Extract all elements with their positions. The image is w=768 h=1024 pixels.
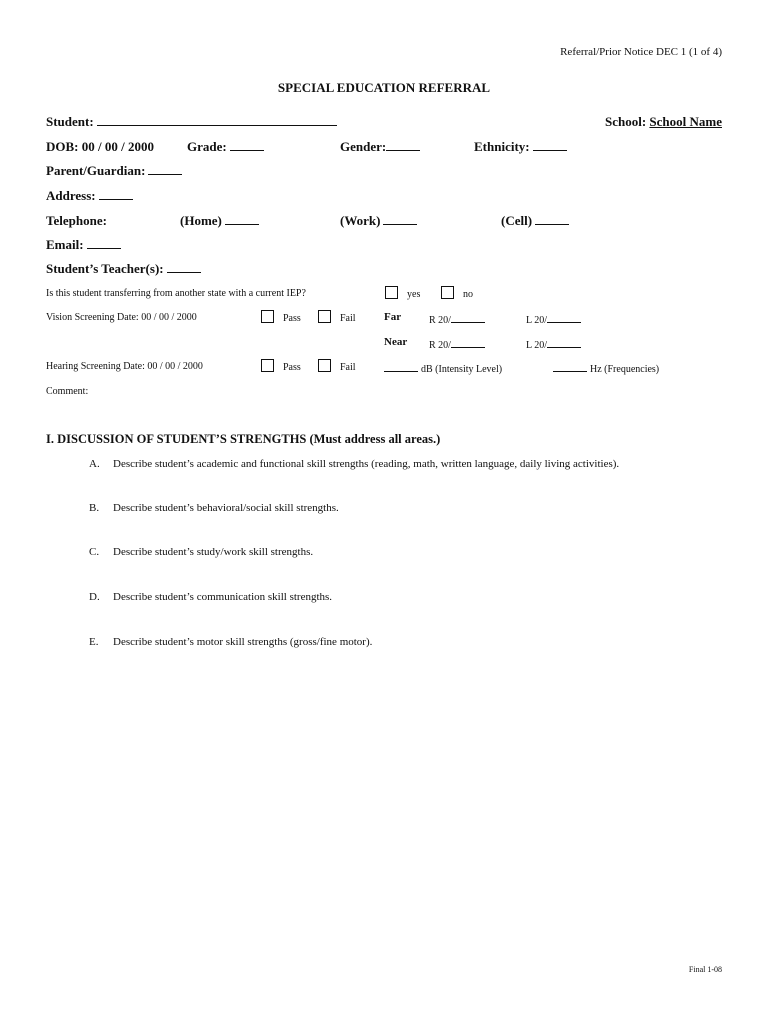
vision-far-left[interactable] <box>526 312 581 326</box>
teachers-blank[interactable] <box>167 262 201 273</box>
form-notice: Referral/Prior Notice DEC 1 (1 of 4) <box>560 46 722 58</box>
phone-home-label: (Home) <box>180 213 222 228</box>
hearing-db-label: dB (Intensity Level) <box>421 364 503 375</box>
vision-fail-label: Fail <box>340 313 356 324</box>
grade-field[interactable] <box>187 139 264 155</box>
strength-item-a <box>89 458 619 470</box>
address-blank[interactable] <box>99 189 133 200</box>
vision-far-right[interactable] <box>429 312 485 326</box>
vision-fail-checkbox[interactable] <box>318 310 331 323</box>
iep-yes-label: yes <box>407 289 421 300</box>
hearing-fail-option[interactable] <box>318 359 356 373</box>
item-text: Describe student’s study/work skill strengths. <box>113 546 314 558</box>
item-letter: A. <box>89 458 100 470</box>
vision-fail-option[interactable] <box>318 310 356 324</box>
item-letter: D. <box>89 591 100 603</box>
gender-blank[interactable] <box>386 140 420 151</box>
item-text: Describe student’s behavioral/social skill strengths. <box>113 502 339 514</box>
hearing-screening-date[interactable]: Hearing Screening Date: 00 / 00 / 2000 <box>46 361 203 372</box>
email-field[interactable] <box>46 237 121 253</box>
vision-pass-checkbox[interactable] <box>261 310 274 323</box>
item-letter: E. <box>89 636 99 648</box>
vision-near-label: Near <box>384 336 408 348</box>
telephone-label: Telephone: <box>46 213 107 228</box>
teachers-label: Student’s Teacher(s): <box>46 261 164 276</box>
student-field[interactable] <box>46 114 337 130</box>
dob-field[interactable]: DOB: 00 / 00 / 2000 <box>46 139 154 154</box>
item-text: Describe student’s communication skill strengths. <box>113 591 333 603</box>
ethnicity-blank[interactable] <box>533 140 567 151</box>
vision-far-left-blank[interactable] <box>547 312 581 323</box>
iep-question: Is this student transferring from another state with a current IEP? <box>46 288 306 299</box>
hearing-hz-field[interactable] <box>553 361 659 375</box>
vision-far-right-blank[interactable] <box>451 312 485 323</box>
ethnicity-field[interactable] <box>474 139 567 155</box>
vision-near-right[interactable] <box>429 337 485 351</box>
parent-guardian-label: Parent/Guardian: <box>46 163 146 178</box>
grade-label: Grade: <box>187 139 227 154</box>
teachers-field[interactable] <box>46 261 201 277</box>
vision-near-left[interactable] <box>526 337 581 351</box>
strength-item-d <box>89 591 332 603</box>
item-letter: B. <box>89 502 100 514</box>
vision-far-label: Far <box>384 311 402 323</box>
school-label: School: <box>604 114 647 129</box>
hearing-hz-blank[interactable] <box>553 361 587 372</box>
strength-item-c <box>89 546 313 558</box>
student-blank[interactable] <box>97 115 337 126</box>
strength-item-b <box>89 502 339 514</box>
iep-no-checkbox[interactable] <box>441 286 454 299</box>
item-letter: C. <box>89 546 100 558</box>
item-text: Describe student’s academic and functional skill strengths (reading, math, written language, daily living activities). <box>113 458 620 470</box>
page-title: SPECIAL EDUCATION REFERRAL <box>277 80 491 95</box>
vision-near-right-blank[interactable] <box>451 337 485 348</box>
phone-work-field[interactable] <box>340 213 417 229</box>
vision-pass-option[interactable] <box>261 310 301 324</box>
hearing-db-blank[interactable] <box>384 361 418 372</box>
phone-cell-label: (Cell) <box>501 213 533 228</box>
vision-pass-label: Pass <box>283 313 301 324</box>
phone-cell-field[interactable] <box>501 213 569 229</box>
parent-guardian-blank[interactable] <box>148 164 182 175</box>
hearing-pass-label: Pass <box>283 362 301 373</box>
address-field[interactable] <box>46 188 133 204</box>
vision-near-right-label: R 20/ <box>429 340 451 351</box>
hearing-fail-label: Fail <box>340 362 356 373</box>
gender-label: Gender: <box>340 139 387 154</box>
gender-field[interactable] <box>340 139 420 155</box>
grade-blank[interactable] <box>230 140 264 151</box>
comment-label[interactable]: Comment: <box>46 386 89 397</box>
hearing-fail-checkbox[interactable] <box>318 359 331 372</box>
iep-no-option[interactable] <box>441 286 473 300</box>
footer-version: Final 1-08 <box>688 965 722 974</box>
ethnicity-label: Ethnicity: <box>474 139 530 154</box>
hearing-db-field[interactable] <box>384 361 502 375</box>
vision-near-left-label: L 20/ <box>526 340 548 351</box>
section-strengths-heading: I. DISCUSSION OF STUDENT’S STRENGTHS (Must address all areas.) <box>46 432 441 446</box>
hearing-pass-checkbox[interactable] <box>261 359 274 372</box>
iep-yes-checkbox[interactable] <box>385 286 398 299</box>
phone-work-label: (Work) <box>340 213 381 228</box>
address-label: Address: <box>46 188 96 203</box>
vision-screening-date[interactable]: Vision Screening Date: 00 / 00 / 2000 <box>46 312 197 323</box>
parent-guardian-field[interactable] <box>46 163 182 179</box>
phone-home-blank[interactable] <box>225 214 259 225</box>
hearing-pass-option[interactable] <box>261 359 301 373</box>
school-value[interactable]: School Name <box>649 114 722 129</box>
vision-far-right-label: R 20/ <box>429 315 451 326</box>
phone-cell-blank[interactable] <box>535 214 569 225</box>
item-text: Describe student’s motor skill strengths (gross/fine motor). <box>113 636 373 648</box>
vision-near-left-blank[interactable] <box>547 337 581 348</box>
hearing-hz-label: Hz (Frequencies) <box>590 364 660 375</box>
email-label: Email: <box>46 237 84 252</box>
phone-work-blank[interactable] <box>383 214 417 225</box>
iep-yes-option[interactable] <box>385 286 420 300</box>
vision-far-left-label: L 20/ <box>526 315 548 326</box>
school-field <box>605 114 722 130</box>
student-label: Student: <box>46 114 94 129</box>
strength-item-e <box>89 636 372 648</box>
email-blank[interactable] <box>87 238 121 249</box>
phone-home-field[interactable] <box>180 213 259 229</box>
iep-no-label: no <box>463 289 473 300</box>
